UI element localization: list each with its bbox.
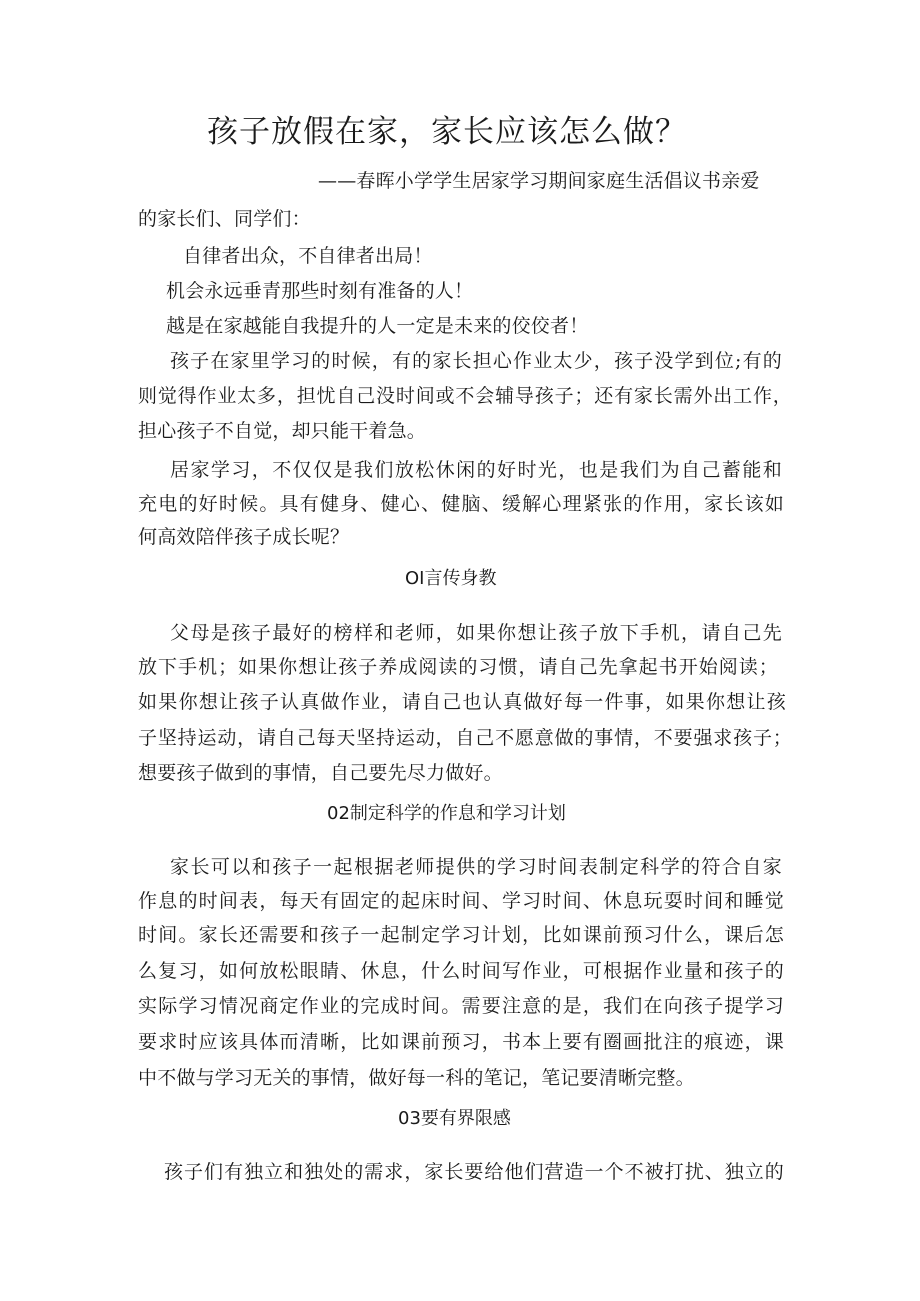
text-line: 则觉得作业太多，担忧自己没时间或不会辅导孩子；还有家长需外出工作，: [138, 385, 792, 407]
text-line: 父母是孩子最好的榜样和老师，如果你想让孩子放下手机，请自己先: [170, 622, 782, 644]
text-line: 如果你想让孩子认真做作业，请自己也认真做好每一件事，如果你想让孩: [138, 691, 786, 713]
text-line: 实际学习情况商定作业的完成时间。需要注意的是，我们在向孩子提学习: [138, 995, 784, 1017]
text-line: 充电的好时候。具有健身、健心、健脑、缓解心理紧张的作用，家长该如: [138, 493, 784, 515]
text-line: 想要孩子做到的事情，自己要先尽力做好。: [138, 762, 503, 784]
section-heading: OI言传身教: [405, 568, 497, 589]
text-line: 要求时应该具体而清晰，比如课前预习，书本上要有圈画批注的痕迹，课: [138, 1031, 784, 1053]
text-line: 子坚持运动，请自己每天坚持运动，自己不愿意做的事情，不要强求孩子；: [138, 727, 792, 749]
text-line: 孩子在家里学习的时候，有的家长担心作业太少，孩子没学到位;有的: [170, 350, 782, 372]
text-line: 越是在家越能自我提升的人一定是未来的佼佼者！: [166, 315, 589, 337]
text-line: 中不做与学习无关的事情，做好每一科的笔记，笔记要清晰完整。: [138, 1067, 695, 1089]
text-line: 担心孩子不自觉，却只能干着急。: [138, 420, 427, 442]
text-line: 作息的时间表，每天有固定的起床时间、学习时间、休息玩耍时间和睡觉: [138, 890, 784, 912]
text-line: 孩子们有独立和独处的需求，家长要给他们营造一个不被打扰、独立的: [164, 1161, 784, 1183]
text-line: 的家长们、同学们：: [138, 208, 311, 230]
section-heading: 03要有界限感: [398, 1108, 511, 1129]
text-line: 么复习，如何放松眼睛、休息，什么时间写作业，可根据作业量和孩子的: [138, 960, 784, 982]
subtitle-line: ——春晖小学学生居家学习期间家庭生活倡议书亲爱: [318, 170, 760, 192]
text-line: 家长可以和孩子一起根据老师提供的学习时间表制定科学的符合自家: [170, 856, 782, 878]
text-line: 自律者出众，不自律者出局！: [183, 245, 433, 267]
text-line: 何高效陪伴孩子成长呢？: [138, 526, 350, 548]
page-title: 孩子放假在家，家长应该怎么做？: [207, 114, 687, 150]
text-line: 放下手机；如果你想让孩子养成阅读的习惯，请自己先拿起书开始阅读；: [138, 656, 778, 678]
text-line: 机会永远垂青那些时刻有准备的人！: [166, 280, 474, 302]
section-heading: 02制定科学的作息和学习计划: [327, 803, 566, 824]
text-line: 居家学习，不仅仅是我们放松休闲的好时光，也是我们为自己蓄能和: [170, 459, 782, 481]
text-line: 时间。家长还需要和孩子一起制定学习计划，比如课前预习什么，课后怎: [138, 924, 784, 946]
